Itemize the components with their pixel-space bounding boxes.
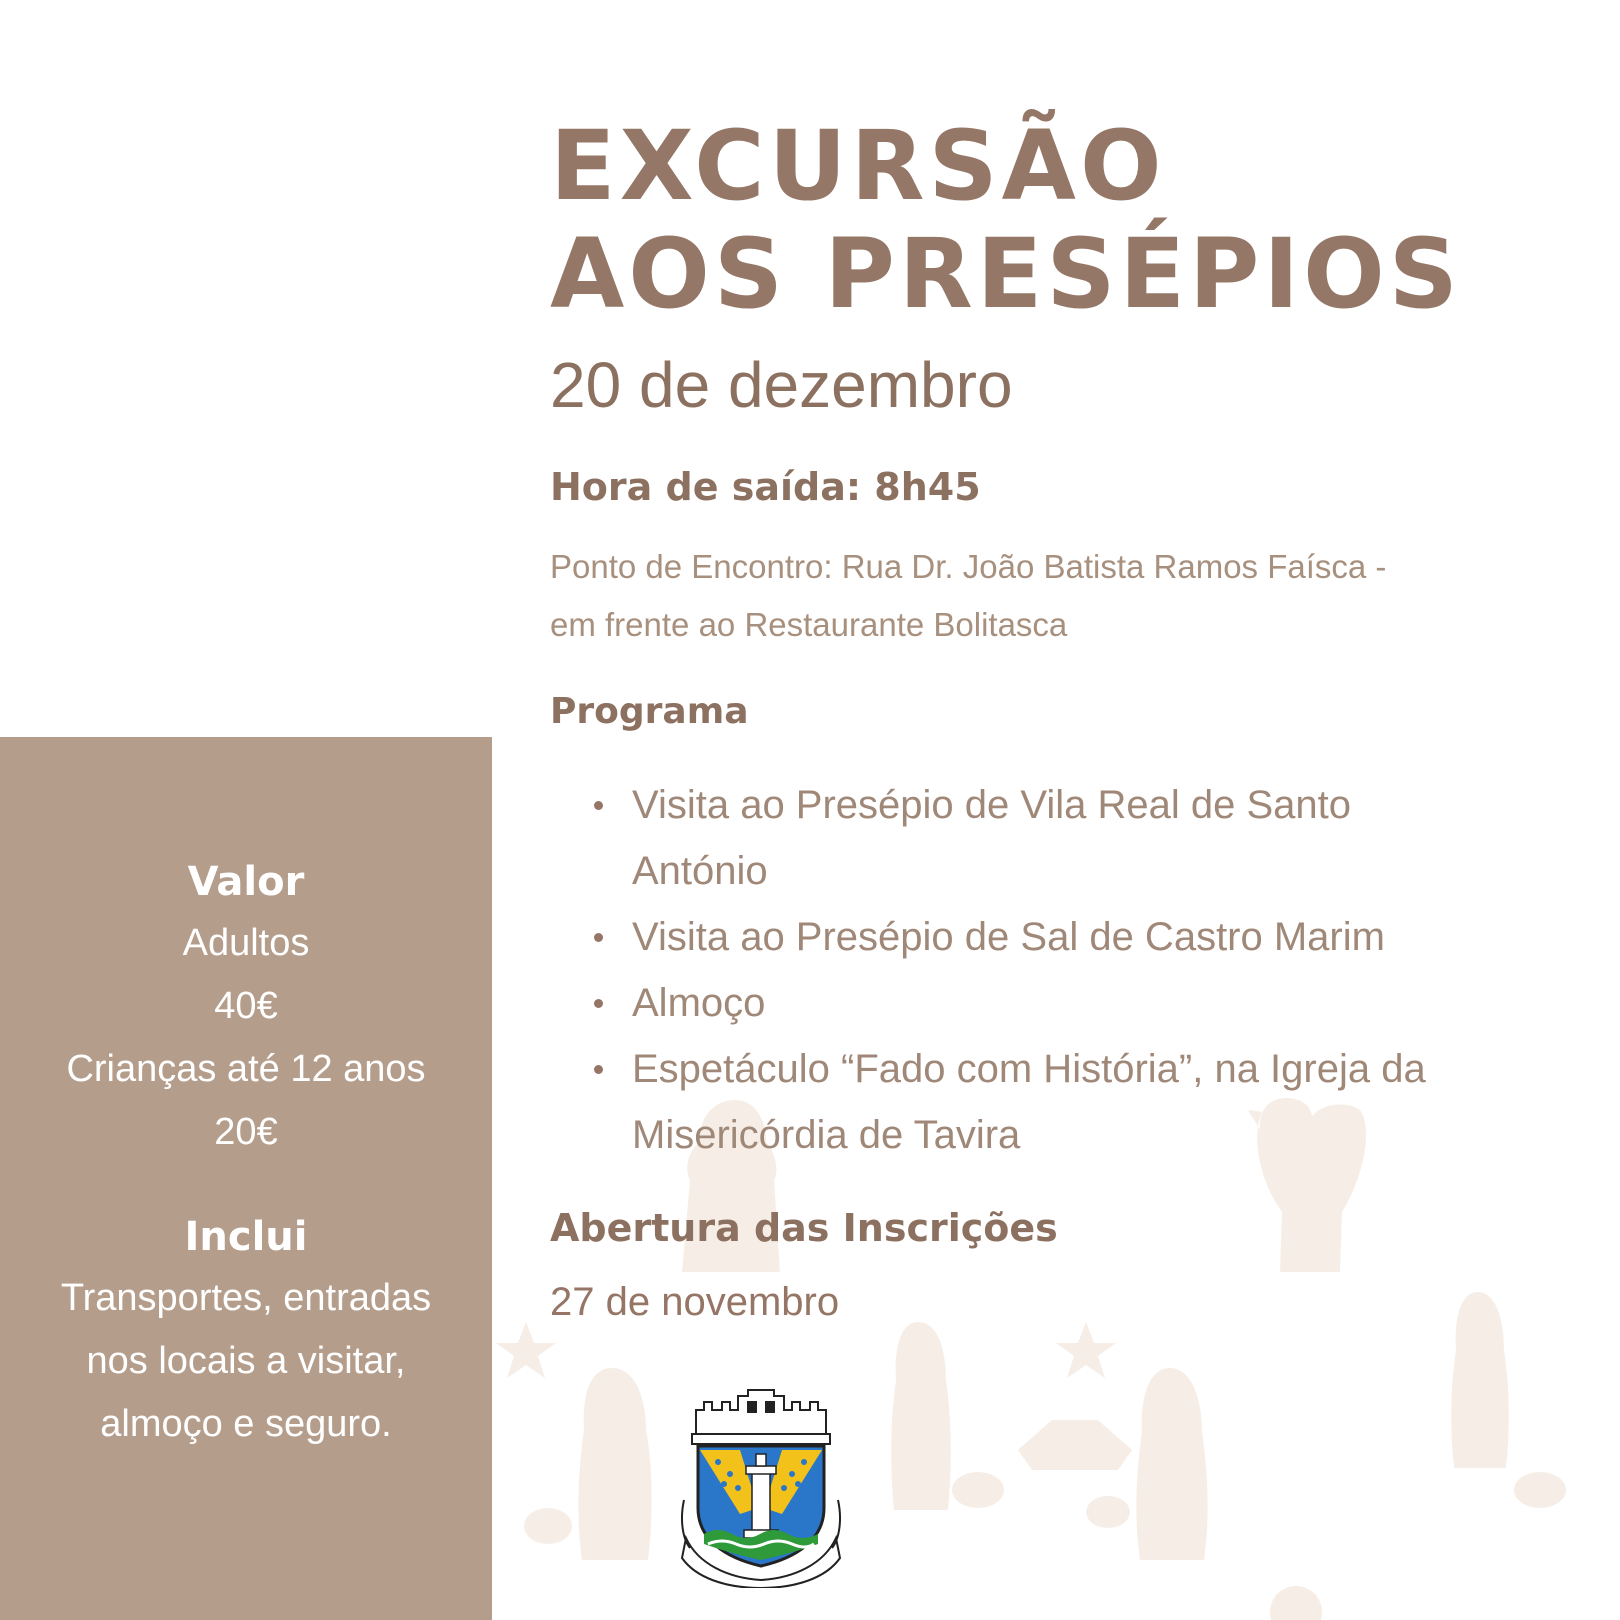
list-item-text: Almoço <box>632 981 766 1025</box>
figure-silhouette <box>891 1322 951 1510</box>
includes-heading: Inclui <box>184 1214 308 1260</box>
star-icon <box>1056 1322 1116 1378</box>
includes-line: Transportes, entradas <box>60 1277 432 1319</box>
includes-line: nos locais a visitar, <box>86 1340 406 1382</box>
list-item-text: Espetáculo “Fado com História”, na Igreja da <box>632 1047 1426 1091</box>
title-line-1: EXCURSÃO <box>550 110 1166 222</box>
children-price: 20€ <box>214 1111 278 1153</box>
registration-heading: Abertura das Inscrições <box>550 1206 1058 1250</box>
meeting-point-line: em frente ao Restaurante Bolitasca <box>550 606 1068 643</box>
meeting-point-line: Ponto de Encontro: Rua Dr. João Batista Ramos Faísca - <box>550 548 1387 585</box>
list-item-text: António <box>632 849 768 893</box>
bullet-icon <box>594 1065 603 1074</box>
sheep-silhouette <box>1086 1496 1130 1528</box>
program-list <box>594 772 1454 1168</box>
includes-line: almoço e seguro. <box>100 1403 392 1445</box>
registration-date: 27 de novembro <box>550 1280 840 1324</box>
adults-price: 40€ <box>214 985 278 1027</box>
meeting-point <box>550 538 1450 654</box>
program-heading: Programa <box>550 691 749 732</box>
sheep-silhouette <box>524 1508 572 1544</box>
list-item-text: Visita ao Presépio de Vila Real de Santo <box>632 783 1352 827</box>
departure-time: Hora de saída: 8h45 <box>550 465 981 509</box>
list-item <box>594 970 1454 1036</box>
sheep-silhouette <box>952 1472 1004 1508</box>
pricing-block <box>0 852 492 1164</box>
figure-silhouette <box>1136 1368 1207 1560</box>
list-item <box>594 772 1454 904</box>
list-item-text: Visita ao Presépio de Sal de Castro Marim <box>632 915 1385 959</box>
bullet-icon <box>594 933 603 942</box>
children-label: Crianças até 12 anos <box>66 1048 426 1090</box>
adults-label: Adultos <box>182 922 310 964</box>
sheep-silhouette <box>1514 1472 1566 1508</box>
event-date: 20 de dezembro <box>550 349 1013 421</box>
list-item-text: Misericórdia de Tavira <box>632 1113 1021 1157</box>
pricing-heading: Valor <box>187 859 305 905</box>
page-title <box>550 112 1580 328</box>
figure-silhouette <box>578 1368 651 1560</box>
bullet-icon <box>594 801 603 810</box>
title-line-2: AOS PRESÉPIOS <box>550 218 1462 330</box>
list-item <box>594 904 1454 970</box>
includes-block <box>0 1207 492 1456</box>
manger-silhouette <box>1018 1420 1132 1470</box>
boliqueime-coat-of-arms-icon <box>678 1388 844 1588</box>
figure-silhouette <box>1451 1292 1509 1468</box>
list-item <box>594 1036 1454 1168</box>
price-panel <box>0 737 492 1620</box>
star-icon <box>496 1322 556 1378</box>
bullet-icon <box>594 999 603 1008</box>
figure-silhouette <box>1270 1586 1322 1620</box>
